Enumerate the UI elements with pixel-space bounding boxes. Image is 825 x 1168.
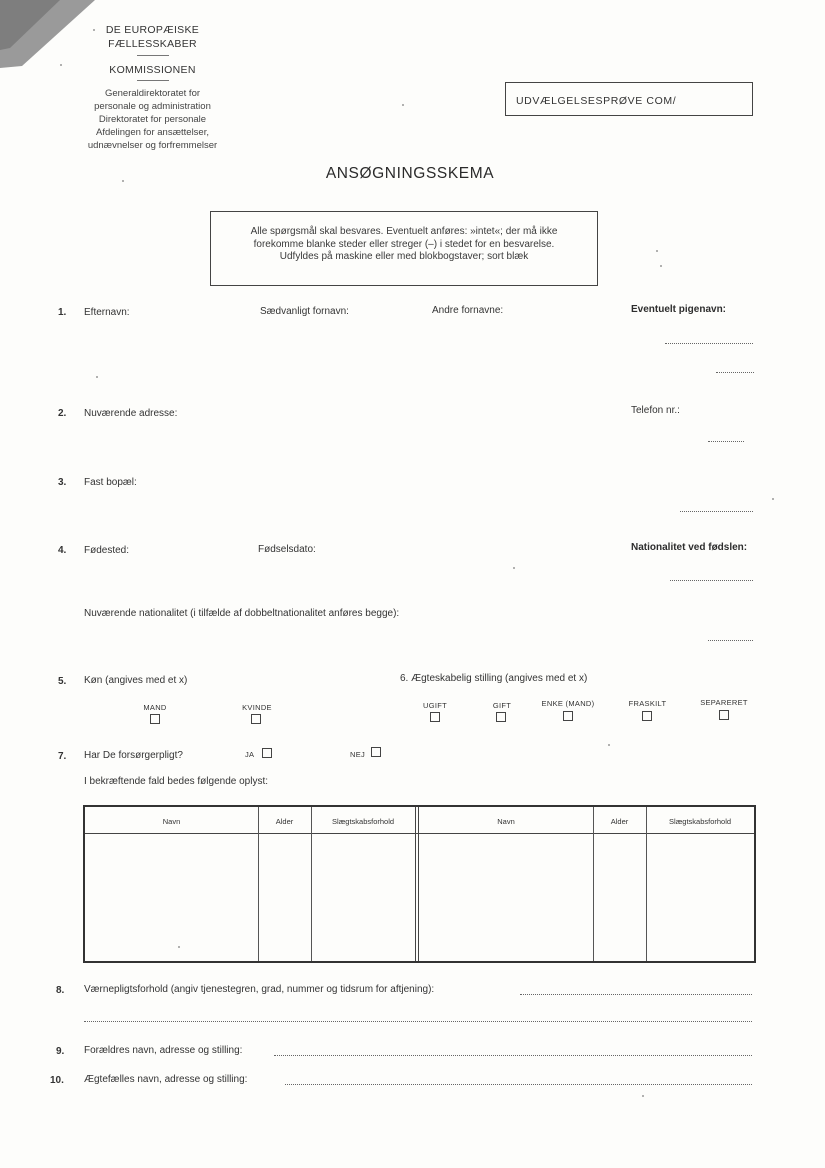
section-number: 7.: [58, 751, 67, 762]
first-name-field[interactable]: [260, 322, 420, 392]
permanent-address-field[interactable]: [84, 491, 754, 536]
dept-line: Afdelingen for ansættelser,: [95, 127, 209, 138]
military-service-line[interactable]: [520, 994, 752, 995]
maiden-name-field[interactable]: [631, 322, 756, 392]
section-number: 9.: [56, 1046, 65, 1057]
faint-dotted-line: [665, 343, 753, 344]
scan-speck: [60, 64, 62, 66]
parents-line[interactable]: [274, 1055, 752, 1056]
birthdate-field[interactable]: [258, 559, 498, 597]
scan-speck: [642, 1095, 644, 1097]
dependent-age-cell[interactable]: [595, 835, 645, 959]
birthplace-field[interactable]: [84, 559, 244, 597]
col-header-age: Alder: [275, 817, 294, 826]
spouse-label: Ægtefælles navn, adresse og stilling:: [84, 1074, 248, 1085]
section-number: 8.: [56, 985, 65, 996]
table-header-rule: [85, 833, 754, 834]
other-names-label: Andre fornavne:: [432, 305, 504, 316]
section-number: 10.: [50, 1075, 64, 1086]
commission-name: KOMMISSIONEN: [109, 64, 196, 76]
current-nationality-label: Nuværende nationalitet (i tilfælde af dobbeltnationalitet anføres begge):: [84, 608, 400, 619]
spouse-line[interactable]: [285, 1084, 752, 1085]
dependents-question: Har De forsørgerpligt?: [84, 750, 183, 761]
scan-speck: [96, 376, 98, 378]
dependent-relationship-cell[interactable]: [313, 835, 414, 959]
male-checkbox[interactable]: [150, 714, 160, 724]
no-label: NEJ: [350, 750, 366, 759]
table-column-rule: [258, 807, 259, 961]
org-name-line1: DE EUROPÆISKE: [105, 24, 200, 36]
current-address-label: Nuværende adresse:: [84, 408, 178, 419]
table-column-rule: [311, 807, 312, 961]
section-number: 1.: [58, 307, 67, 318]
military-service-line-2[interactable]: [84, 1021, 752, 1022]
table-column-rule: [593, 807, 594, 961]
separated-checkbox[interactable]: [719, 710, 729, 720]
option-single-label: UGIFT: [423, 701, 447, 710]
col-header-name: Navn: [162, 817, 181, 826]
section-number: 3.: [58, 477, 67, 488]
divorced-checkbox[interactable]: [642, 711, 652, 721]
nationality-at-birth-label: Nationalitet ved fødslen:: [631, 542, 748, 553]
option-married-label: GIFT: [492, 701, 512, 710]
option-divorced-label: FRASKILT: [628, 699, 667, 708]
section-number: 5.: [58, 676, 67, 687]
table-center-double-rule: [415, 807, 419, 961]
scan-speck: [772, 498, 774, 500]
col-header-relationship: Slægtskabsforhold: [668, 817, 732, 826]
form-title: ANSØGNINGSSKEMA: [325, 165, 495, 182]
widowed-checkbox[interactable]: [563, 711, 573, 721]
dept-line: Generaldirektoratet for: [104, 88, 201, 99]
surname-field[interactable]: [84, 322, 234, 392]
col-header-relationship: Slægtskabsforhold: [331, 817, 395, 826]
yes-label: JA: [245, 750, 255, 759]
military-service-label: Værnepligtsforhold (angiv tjenestegren, grad, nummer og tidsrum for aftjening):: [84, 984, 435, 995]
sex-label: Køn (angives med et x): [84, 675, 188, 686]
scan-speck: [656, 250, 658, 252]
single-checkbox[interactable]: [430, 712, 440, 722]
instructions-box: [210, 211, 598, 286]
birthdate-label: Fødselsdato:: [258, 544, 316, 555]
instruction-line: Alle spørgsmål skal besvares. Eventuelt anføres: »intet«; der må ikke: [250, 226, 558, 237]
option-female-label: KVINDE: [242, 703, 272, 712]
header-divider: [137, 55, 169, 56]
married-checkbox[interactable]: [496, 712, 506, 722]
phone-label: Telefon nr.:: [631, 405, 680, 416]
nationality-at-birth-field[interactable]: [631, 557, 756, 595]
maiden-name-label: Eventuelt pigenavn:: [631, 304, 727, 315]
option-widowed-label: ENKE (MAND): [541, 699, 595, 708]
permanent-address-label: Fast bopæl:: [84, 477, 137, 488]
scan-speck: [122, 180, 124, 182]
faint-dotted-line: [716, 372, 754, 373]
faint-dotted-line: [670, 580, 753, 581]
instruction-line: Udfyldes på maskine eller med blokbogstaver; sort blæk: [279, 251, 529, 262]
parents-label: Forældres navn, adresse og stilling:: [84, 1045, 243, 1056]
yes-checkbox[interactable]: [262, 748, 272, 758]
marital-status-label: 6. Ægteskabelig stilling (angives med et x): [400, 673, 588, 684]
current-nationality-field[interactable]: [84, 622, 754, 662]
first-name-label: Sædvanligt fornavn:: [260, 306, 349, 317]
current-address-field[interactable]: [84, 422, 604, 472]
faint-dotted-line: [708, 441, 744, 442]
female-checkbox[interactable]: [251, 714, 261, 724]
competition-number-label: UDVÆLGELSESPRØVE COM/: [516, 95, 677, 107]
instruction-line: forekomme blanke steder eller streger (–) i stedet for en besvarelse.: [253, 238, 555, 250]
competition-number-box[interactable]: [505, 82, 753, 116]
scan-speck: [402, 104, 404, 106]
faint-dotted-line: [708, 640, 753, 641]
birthplace-label: Fødested:: [84, 545, 130, 556]
dependent-age-cell[interactable]: [260, 835, 310, 959]
dependents-table: [83, 805, 756, 963]
scan-speck: [660, 265, 662, 267]
section-number: 2.: [58, 408, 67, 419]
phone-field[interactable]: [631, 420, 756, 470]
dependents-followup: I bekræftende fald bedes følgende oplyst:: [84, 776, 269, 787]
surname-label: Efternavn:: [84, 307, 130, 318]
scan-speck: [93, 29, 95, 31]
dept-line: Direktoratet for personale: [98, 114, 207, 125]
dependent-relationship-cell[interactable]: [648, 835, 752, 959]
dependent-name-cell[interactable]: [87, 835, 257, 959]
col-header-name: Navn: [497, 817, 515, 826]
section-number: 4.: [58, 545, 67, 556]
header-divider: [137, 80, 169, 81]
faint-dotted-line: [680, 511, 753, 512]
no-checkbox[interactable]: [371, 747, 381, 757]
scan-speck: [513, 567, 515, 569]
dept-line: udnævnelser og forfremmelser: [87, 140, 218, 151]
option-separated-label: SEPARERET: [700, 698, 748, 707]
col-header-age: Alder: [610, 817, 629, 826]
table-column-rule: [646, 807, 647, 961]
scan-speck: [608, 744, 610, 746]
other-names-field[interactable]: [432, 322, 612, 392]
option-male-label: MAND: [143, 703, 167, 712]
dependent-name-cell[interactable]: [421, 835, 592, 959]
scan-speck: [178, 946, 180, 948]
dept-line: personale og administration: [94, 101, 211, 112]
org-name-line2: FÆLLESSKABER: [108, 38, 197, 50]
